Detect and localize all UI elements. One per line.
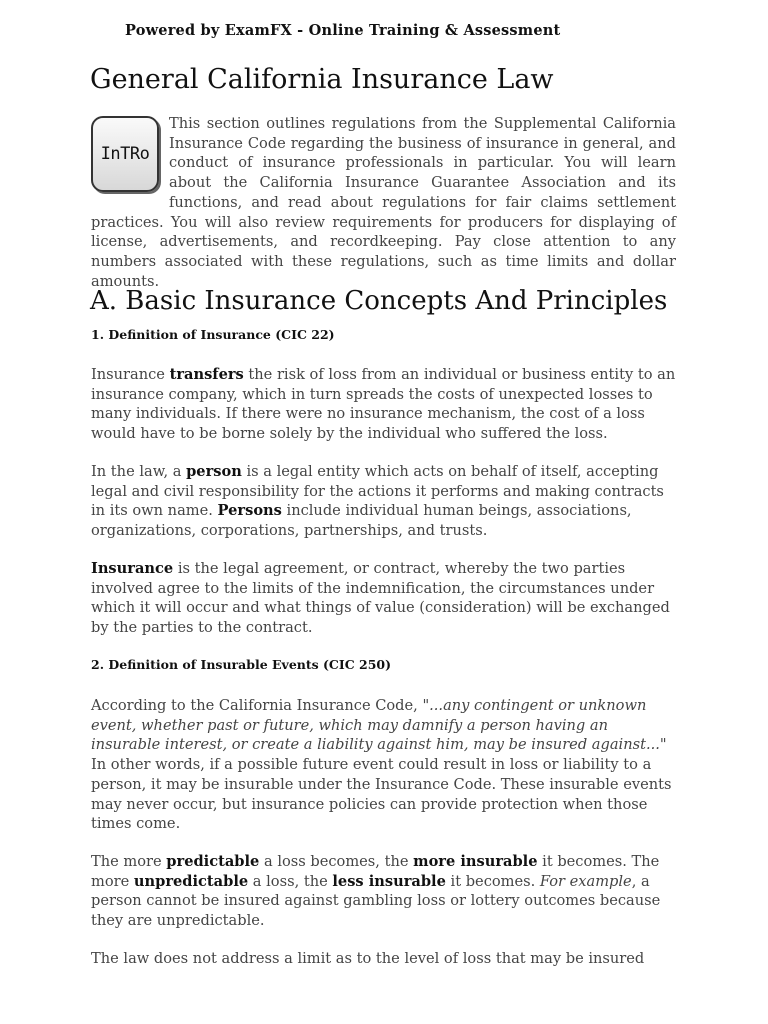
subsection-heading-1: 1. Definition of Insurance (CIC 22) [91,327,335,342]
text-run: it becomes. The more [91,853,660,890]
intro-text: This section outlines regulations from the Supplemental California Insurance Code regarding the business of insurance in general, and conduct of insurance professionals in particular. You will learn about the California Insurance Guarantee Association and its functions, and read about regulations for fair claims settlement practices. You will also review requirements for producers for displaying of license, advertisements, and recordkeeping. Pay close attention to any numbers associated with these regulations, such as time limits and dollar amounts. [91,115,676,290]
page-title: General California Insurance Law [90,64,554,95]
bold-term: person [186,463,242,480]
text-run: include individual human beings, associations, organizations, corporations, partnerships, and trusts. [91,502,632,540]
bold-term: less insurable [332,872,446,890]
bold-term: predictable [166,853,260,870]
bold-term: Insurance [91,560,174,577]
paragraph-insurance-transfers [91,365,681,444]
paragraph-predictability [91,852,681,931]
paragraph-loss-limit: The law does not address a limit as to the level of loss that may be insured [91,950,645,967]
text-run: The more [91,853,167,870]
text-run: According to the California Insurance Code, [91,697,423,714]
text-run: it becomes. [445,872,540,890]
italic-term: For example [539,872,632,890]
text-run: , a person cannot be insured against gambling loss or lottery outcomes because they are unpredictable. [91,872,661,930]
text-run: a loss, the [248,872,333,890]
text-run: In the law, a [91,463,187,480]
text-run: a loss becomes, the [259,853,414,870]
page-header: Powered by ExamFX - Online Training & Assessment [125,22,561,39]
bold-term: Persons [217,502,282,520]
paragraph-insurance-definition [91,559,681,638]
text-run: is the legal agreement, or contract, whereby the two parties involved agree to the limits of the indemnification, the circumstances under which it will occur and what things of value (consideration) will be exchanged by the parties to the contract. [91,560,670,637]
text-run: In other words, if a possible future event could result in loss or liability to a person, it may be insurable under the Insurance Code. These insurable events may never occur, but insurance policies can provide protection when those times come. [91,756,672,833]
intro-section [91,114,676,291]
bold-term: more insurable [413,853,538,870]
subsection-heading-2: 2. Definition of Insurable Events (CIC 250) [91,657,392,672]
quote-text: "...any contingent or unknown event, whether past or future, which may damnify a person having an insurable interest, or create a liability against him, may be insured against..." [91,697,667,754]
section-title: A. Basic Insurance Concepts And Principles [90,286,668,316]
intro-icon-label: InTRo [100,144,150,164]
text-run: Insurance [91,366,170,383]
text-run: is a legal entity which acts on behalf of itself, accepting legal and civil responsibility for the actions it performs and making contracts in its own name. [91,463,664,520]
paragraph-insurable-events [91,696,681,834]
text-run: the risk of loss from an individual or business entity to an insurance company, which in turn spreads the costs of unexpected losses to many individuals. If there were no insurance mechanism, the cost of a loss would have to be borne solely by the individual who suffered the loss. [91,366,676,443]
bold-term: unpredictable [133,872,249,890]
intro-icon [91,116,159,192]
bold-term: transfers [169,366,244,383]
paragraph-person-definition [91,462,681,541]
